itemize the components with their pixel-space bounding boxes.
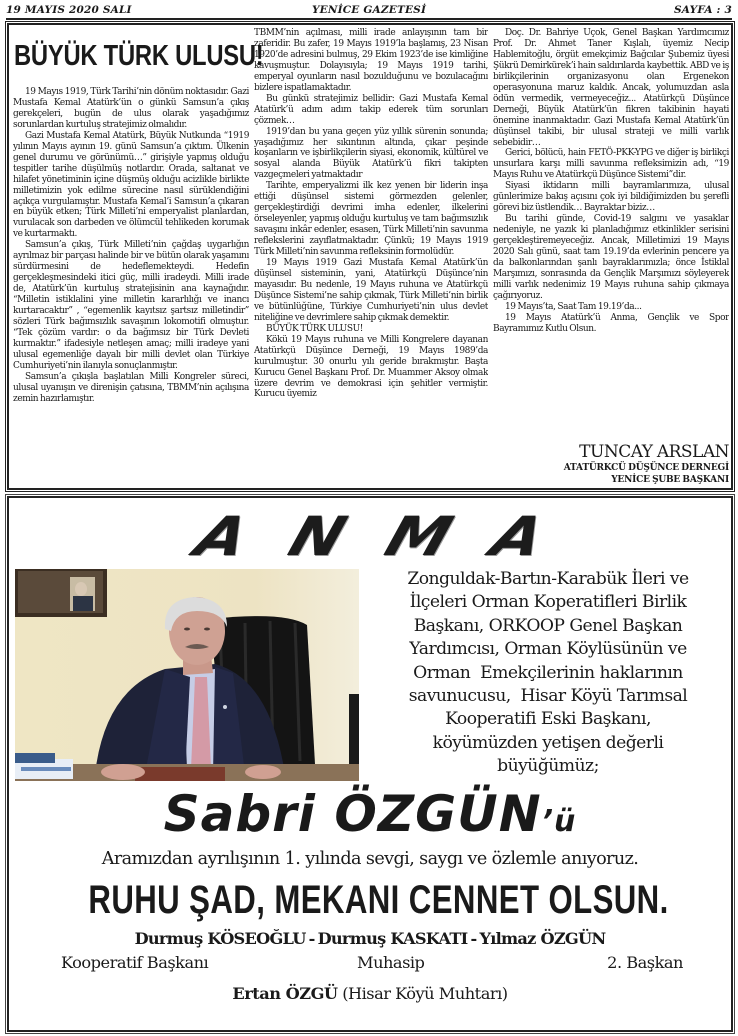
article-column-2 <box>254 28 488 486</box>
paragraph: 1919’dan bu yana geçen yüz yıllık sürenin sonunda; yaşadığımız her sıkıntının altında, çıkar peşinde koşanların ve işbirlikçilerin siyasi, ekonomik, kültürel ve sosyal alanda Büyük Atatürk’ü fikri takipten vazgeçmeleri yatmaktadır <box>254 126 488 181</box>
paragraph: Gazi Mustafa Kemal Atatürk, Büyük Nutkunda “1919 yılının Mayıs ayının 19. günü Samsun’a çıktım. Ülkenin genel durumu ve görünümü…” girişiyle yapmış olduğu tespitler tarihe düşülmüş notlardır. Orada, saltanat ve hilafet yönetiminin içine düşmüş olduğu acizlikle birlikte milletimizin yok edilme sürecine nasıl sürüklendiğini açıkça vurgulamıştır. Mustafa Kemal’i Samsun’a çıkaran en büyük etken; Türk Milleti’ni emperyalist planlardan, vurulacak son darbeden ve ölümcül tehlikeden korumak ve kurtarmaktı. <box>13 130 249 240</box>
newspaper-name: YENİCE GAZETESİ <box>311 4 427 16</box>
signer-name: Durmuş KÖSEOĞLU <box>134 929 306 948</box>
headman-name: Ertan ÖZGÜ <box>232 984 338 1003</box>
article-box <box>7 23 733 490</box>
signer-role: Kooperatif Başkanı <box>61 953 209 972</box>
paragraph: Bu günkü stratejimiz bellidir: Gazi Mustafa Kemal Atatürk’ü adım adım takip ederek tüm sorunları çözmek… <box>254 93 488 126</box>
signer-name: Durmuş KASKATI <box>317 929 468 948</box>
paragraph: Siyasi iktidarın milli bayramlarımıza, ulusal günlerimize bakış açısını çok iyi bildiğimizden bu şerefli görevi biz üstlendik… Bayraktar biziz… <box>493 181 729 214</box>
separator: - <box>470 929 477 948</box>
signer-name: Yılmaz ÖZGÜN <box>479 929 606 948</box>
headman-title: (Hisar Köyü Muhtarı) <box>342 984 508 1003</box>
signers-names <box>9 927 731 951</box>
ad-title-letter: N <box>280 505 354 568</box>
ad-title-letter: A <box>484 505 553 568</box>
paragraph: Gerici, bölücü, hain FETÖ-PKK-YPG ve diğer iş birlikçi unsurlara karşı milli savunma refleksimizin adı, “19 Mayıs Ruhu ve Atatürkçü Düşünce Sistemi”dir. <box>493 148 729 181</box>
issue-date: 19 MAYIS 2020 SALI <box>6 4 132 16</box>
signers-roles <box>9 951 731 975</box>
paragraph: Kökü 19 Mayıs ruhuna ve Milli Kongrelere dayanan Atatürkçü Düşünce Derneği, 19 Mayıs 1989’da kurulmuştur. 30 onurlu yılı geride bırakmıştır. Başta Kurucu Genel Başkanı Prof. Dr. Muammer Aksoy olmak üzere devrim ve demokrasi için şehitler vermiştir. Kurucu üyemiz <box>254 334 488 400</box>
bio-line: Başkanı, ORKOOP Genel Başkan <box>413 615 683 636</box>
memorial-ad <box>7 496 733 1032</box>
bio-line: Yardımcısı, Orman Köylüsünün ve <box>409 639 687 660</box>
bio-line: İlçeleri Orman Koperatifleri Birlik <box>409 592 687 613</box>
deceased-name-text: Sabri ÖZGÜN <box>163 785 542 843</box>
paragraph: Samsun’a çıkışla başlatılan Milli Kongreler süreci, ulusal uyanışın ve direnişin çatısına, TBMM’nin açılışına zemin hazırlamıştır. <box>13 371 249 404</box>
page-number: SAYFA : 3 <box>674 4 732 16</box>
prayer-text: RUHU ŞAD, MEKANI CENNET OLSUN. <box>88 878 669 922</box>
portrait-photo-icon <box>15 569 359 781</box>
header-rule <box>6 18 732 20</box>
ad-title-letter: A <box>187 505 256 568</box>
ad-title-letter: M <box>377 505 460 568</box>
signer-role: 2. Başkan <box>607 953 683 972</box>
bio-line: büyüğümüz; <box>497 756 599 777</box>
signer-role: Muhasip <box>357 953 425 972</box>
paragraph: 19 Mayıs Atatürk’ü Anma, Gençlik ve Spor Bayramımız Kutlu Olsun. <box>493 312 729 334</box>
article-headline: BÜYÜK TÜRK ULUSU! <box>14 40 264 72</box>
paragraph: 19 Mayıs’ta, Saat Tam 19.19’da... <box>505 301 642 312</box>
bio-line: savunucusu, Hisar Köyü Tarımsal <box>408 686 688 707</box>
author-name: TUNCAY ARSLAN <box>579 442 729 462</box>
paragraph: Samsun’a çıkış, Türk Milleti’nin çağdaş uygarlığın ayrılmaz bir parçası halinde bir ve bütün olarak yaşamını sürdürmesini de hedeflemekteydi. Hedefin gerçekleşmesindeki itici güç, milli iradeydi. Milli irade de, Atatürk’ün kurtuluş stratejisinin ana kaynağıdır. “Milletin istiklalini yine milletin kararlılığı ve inancı kurtaracaktır” , “egemenlik kayıtsız şartsız milletindir” sözleri Türk bağımsızlık savaşının lokomotifi olmuştur. “Tek çözüm vardır: o da bağımsız bir Türk Devleti kurmaktır.” ifadesiyle netleşen amaç; milli iradeye yani ulusal egemenliğe dayalı bir milli devlet olan Türkiye Cumhuriyeti’nin ilanıyla sonuçlanmıştır. <box>13 240 249 371</box>
page-header <box>6 2 732 18</box>
ad-lower-section <box>9 784 731 1026</box>
bio-line: Kooperatifi Eski Başkanı, <box>445 709 651 730</box>
article-column-1 <box>13 87 249 486</box>
portrait-photo <box>15 569 359 781</box>
paragraph: 19 Mayıs 1919, Türk Tarihi’nin dönüm noktasıdır. Gazi Mustafa Kemal Atatürk’ün o günkü Samsun’a çıkış gerekçeleri, bugün de ulus olarak yaşadığımız sorunlardan kurtuluş stratejimiz olmalıdır. <box>13 87 249 130</box>
paragraph: Doç. Dr. Bahriye Üçok, Genel Başkan Yardımcımız Prof. Dr. Ahmet Taner Kışlalı, üyemiz Necip Hablemitoğlu, örgüt emekçimiz Bağcılar Şubemiz üyesi Şükrü Demirkürek’i hain saldırılarda kaybettik. ABD ve iş birlikçilerinin organizasyonu olan Ergenekon operasyonuna maruz kaldık. Ancak, yolumuzdan asla ödün vermedik, vermeyeceğiz... Atatürkçü Düşünce Derneği, Büyük Atatürk’ün fikren takibinin hayati önemine inanmaktadır. Gazi Mustafa Kemal Atatürk’ün düşünsel takibi, bir ulusal strateji ve milli varlık sebebidir… <box>493 28 729 148</box>
paragraph: Bu tarihi günde, Covid-19 salgını ve yasaklar nedeniyle, ne yazık ki planladığımız etkinlikler serisini gerçekleştiremeyeceğiz. Ancak, Milletimizi 19 Mayıs 2020 Salı günü, saat tam 19.19’da evlerinin pencere ya da balkonlarından şanlı bayraklarımızla; önce İstiklal Marşımızı, sonrasında da Gençlik Marşımızı söyleyerek milli varlık nedenimiz 19 Mayıs ruhuna sahip çıkmaya çağırıyoruz. <box>493 214 729 301</box>
paragraph: Tarihte, emperyalizmi ilk kez yenen bir liderin inşa ettiği düşünsel sistemi görmezden gelenler, gerçekleştirdiği devrimi imha edenler, ilkelerini örseleyenler, yapmış olduğu kurtuluş ve tam bağımsızlık savaşını inkâr edenler, esasen, Türk Milleti’nin savunma reflekslerini zayıflatmaktadır. Çünkü; 19 Mayıs 1919 Türk Milleti’nin savunma refleksinin formolüdür. <box>254 181 488 258</box>
bio-line: köyümüzden yetişen değerli <box>432 732 664 753</box>
ad-title <box>9 505 731 568</box>
paragraph: TBMM’nin açılması, milli irade anlayışının tam bir zaferidir. Bu zafer, 19 Mayıs 1919’la başlamış, 23 Nisan 1920’de adresini bulmuş, 29 Ekim 1923’de ise kimliğine kavuşmuştur. Dolayısıyla; 19 Mayıs 1919 tarihi, emperyal oyunların nasıl bozulduğunu ve bozulacağını bizlere ispatlamaktadır. <box>254 28 488 93</box>
deceased-biography <box>365 568 731 782</box>
tribute-text: Aramızdan ayrılışının 1. yılında sevgi, saygı ve özlemle anıyoruz. <box>101 849 639 869</box>
article-column-3 <box>493 28 729 486</box>
deceased-name <box>9 784 731 844</box>
village-headman <box>9 981 731 1007</box>
paragraph: 19 Mayıs 1919 Gazi Mustafa Kemal Atatürk’ün düşünsel sisteminin, yani, Atatürkçü Düşünce’nin mayasıdır. Bu nedenle, 19 Mayıs ruhuna ve Atatürkçü Düşünce Sistemi’ne sahip çıkmak, Türk Milleti’nin birlik ve bütünlüğüne, Türkiye Cumhuriyeti’nin ulus devlet niteliğine ve devrimlere sahip çıkmak demektir. <box>254 258 488 323</box>
bio-line: Orman Emekçilerinin haklarının <box>413 662 683 683</box>
separator: - <box>308 929 315 948</box>
author-organization: ATATÜRKCÜ DÜŞÜNCE DERNEGİ <box>563 463 729 473</box>
bio-line: Zonguldak-Bartın-Karabük İleri ve <box>407 569 689 589</box>
author-signature <box>493 439 729 486</box>
subheading: BÜYÜK TÜRK ULUSU! <box>266 323 363 334</box>
deceased-name-suffix: ’ü <box>541 804 577 839</box>
author-title: YENİCE ŞUBE BAŞKANI <box>611 475 729 485</box>
